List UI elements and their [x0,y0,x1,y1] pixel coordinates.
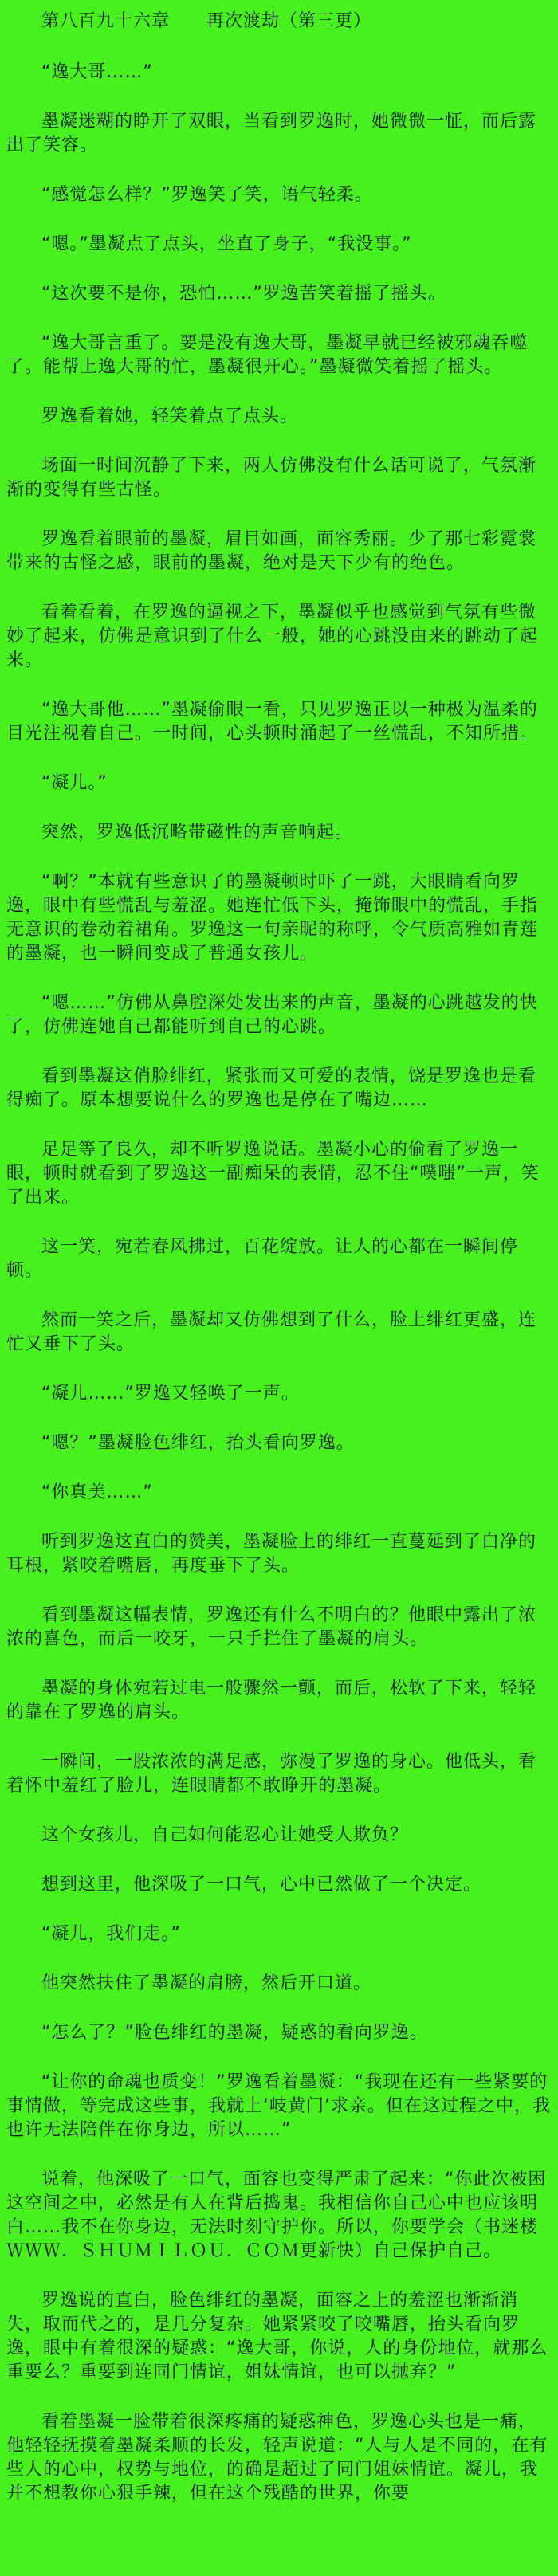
paragraph-34: 罗逸说的直白，脸色绯红的墨凝，面容之上的羞涩也渐渐消失，取而代之的，是几分复杂。她紧紧咬了咬嘴唇，抬头看向罗逸，眼中有着很深的疑惑：“逸大哥，你说，人的身份地位，就那么重要么？重要到连同门情谊，姐妹情谊，也可以抛弃？” [6,2291,548,2382]
chapter-title: 第八百九十六章 再次渡劫（第三更） [41,11,372,31]
paragraph-2: 墨凝迷糊的睁开了双眼，当看到罗逸时，她微微一怔，而后露出了笑容。 [6,112,537,155]
paragraph-32: “让你的命魂也质变！”罗逸看着墨凝：“我现在还有一些紧要的事情做，等完成这些事，我就上‘岐黄门’求亲。但在这过程之中，我也许无法陪伴在你身边，所以……” [6,2072,551,2140]
paragraph-19: 然而一笑之后，墨凝却又仿佛想到了什么，脸上绯红更盛，连忙又垂下了头。 [6,1310,537,1354]
paragraph-7: 罗逸看着她，轻笑着点了点头。 [41,406,299,426]
paragraph-13: 突然，罗逸低沉略带磁性的声音响起。 [41,823,354,842]
paragraph-29: “凝儿，我们走。” [41,1924,181,1944]
paragraph-25: 墨凝的身体宛若过电一般骤然一颤，而后，松软了下来，轻轻的靠在了罗逸的肩头。 [6,1679,537,1722]
paragraph-24: 看到墨凝这幅表情，罗逸还有什么不明白的？他眼中露出了浓浓的喜色，而后一咬牙，一只手拦住了墨凝的肩头。 [6,1605,537,1649]
paragraph-17: 足足等了良久，却不听罗逸说话。墨凝小心的偷看了罗逸一眼，顿时就看到了罗逸这一副痴呆的表情，忍不住“噗嗤”一声，笑了出来。 [6,1140,540,1208]
paragraph-18: 这一笑，宛若春风拂过，百花绽放。让人的心都在一瞬间停顿。 [6,1237,519,1281]
paragraph-3: “感觉怎么样？”罗逸笑了笑，语气轻柔。 [41,185,373,205]
paragraph-31: “怎么了？”脸色绯红的墨凝，疑惑的看向罗逸。 [41,2023,428,2043]
paragraph-6: “逸大哥言重了。要是没有逸大哥，墨凝早就已经被邪魂吞噬了。能帮上逸大哥的忙，墨凝很开心。”墨凝微笑着摇了摇头。 [6,333,529,377]
chapter-body [6,61,552,2506]
paragraph-20: “凝儿……”罗逸又轻唤了一声。 [41,1384,300,1404]
paragraph-30: 他突然扶住了墨凝的肩膀，然后开口道。 [41,1973,372,1993]
paragraph-5: “这次要不是你，恐怕……”罗逸苦笑着摇了摇头。 [41,284,446,304]
paragraph-8: 场面一时间沉静了下来，两人仿佛没有什么话可说了，气氛渐渐的变得有些古怪。 [6,456,537,500]
paragraph-10: 看着看着，在罗逸的逼视之下，墨凝似乎也感觉到气氛有些微妙了起来，仿佛是意识到了什么一般，她的心跳没由来的跳动了起来。 [6,603,539,670]
paragraph-4: “嗯。”墨凝点了点头，坐直了身子，“我没事。” [41,234,412,254]
paragraph-26: 一瞬间，一股浓浓的满足感，弥漫了罗逸的身心。他低头，看着怀中羞红了脸儿，连眼睛都不敢睁开的墨凝。 [6,1752,537,1796]
paragraph-9: 罗逸看着眼前的墨凝，眉目如画，面容秀丽。少了那七彩霓裳带来的古怪之感，眼前的墨凝，绝对是天下少有的绝色。 [6,529,537,573]
paragraph-27: 这个女孩儿，自己如何能忍心让她受人欺负？ [41,1825,409,1845]
paragraph-35: 看着墨凝一脸带着很深疼痛的疑惑神色，罗逸心头也是一痛，他轻轻抚摸着墨凝柔顺的长发，轻声说道：“人与人是不同的，在有些人的心中，权势与地位，的确是超过了同门姐妹情谊。凝儿，我并不想教你心狠手辣，但在这个残酷的世界，你要 [6,2412,548,2503]
paragraph-15: “嗯……”仿佛从鼻腔深处发出来的声音，墨凝的心跳越发的快了，仿佛连她自己都能听到自己的心跳。 [6,993,538,1037]
paragraph-22: “你真美……” [41,1482,153,1502]
paragraph-11: “逸大哥他……”墨凝偷眼一看，只见罗逸正以一种极为温柔的目光注视着自己。一时间，心头顿时涌起了一丝慌乱，不知所措。 [6,700,539,744]
paragraph-28: 想到这里，他深吸了一口气，心中已然做了一个决定。 [41,1875,482,1895]
paragraph-21: “嗯？”墨凝脸色绯红，抬头看向罗逸。 [41,1433,355,1453]
paragraph-14: “啊？”本就有些意识了的墨凝顿时吓了一跳，大眼睛看向罗逸，眼中有些慌乱与羞涩。她连忙低下头，掩饰眼中的慌乱，手指无意识的卷动着裙角。罗逸这一句亲昵的称呼，令气质高雅如青莲的墨凝，也一瞬间变成了普通女孩儿。 [6,872,539,964]
paragraph-12: “凝儿。” [41,773,108,793]
paragraph-23: 听到罗逸这直白的赞美，墨凝脸上的绯红一直蔓延到了白净的耳根，紧咬着嘴唇，再度垂下了头。 [6,1532,537,1576]
paragraph-16: 看到墨凝这俏脸绯红，紧张而又可爱的表情，饶是罗逸也是看得痴了。原本想要说什么的罗逸也是停在了嘴边…… [6,1066,537,1110]
paragraph-33: 说着，他深吸了一口气，面容也变得严肃了起来：“你此次被困这空间之中，必然是有人在背后捣鬼。我相信你自己心中也应该明白……我不在你身边，无法时刻守护你。所以，你要学会（书迷楼ＷＷＷ．ＳＨＵＭＩＬＯＵ．ＣＯＭ更新快）自己保护自己。 [6,2170,547,2261]
paragraph-1: “逸大哥……” [41,62,153,82]
